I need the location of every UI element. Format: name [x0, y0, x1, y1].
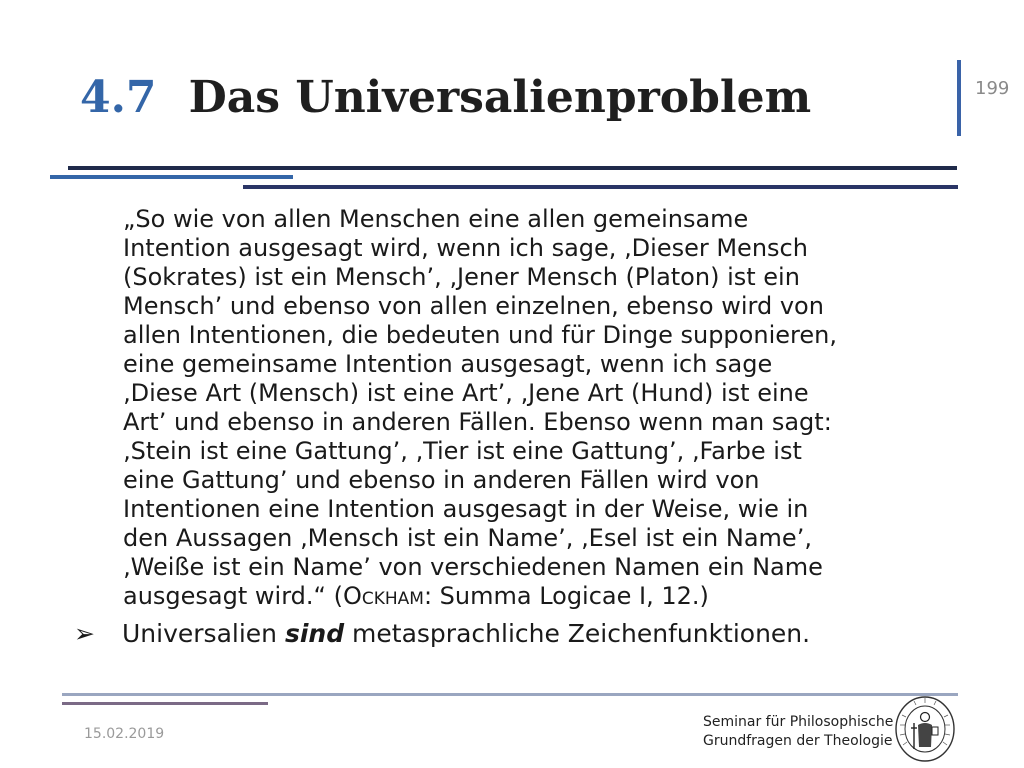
- citation-source: : Summa Logicae I, 12.): [423, 582, 709, 610]
- citation-author: Ockham: [342, 582, 424, 610]
- quote-citation-line: [123, 582, 953, 611]
- quote-line: ‚Stein ist eine Gattung’, ‚Tier ist eine Gattung’, ‚Farbe ist: [123, 437, 802, 465]
- title-rule-dark: [68, 166, 957, 170]
- institution-line-1: Seminar für Philosophische: [703, 714, 894, 730]
- quote-line: eine Gattung’ und ebenso in anderen Fällen wird von: [123, 466, 760, 494]
- quote-line: ‚Diese Art (Mensch) ist eine Art’, ‚Jene Art (Hund) ist eine: [123, 379, 809, 407]
- citation-start: ausgesagt wird.“ (: [123, 582, 343, 610]
- quote-line: Intention ausgesagt wird, wenn ich sage, ‚Dieser Mensch: [123, 234, 808, 262]
- institution-line-2: Grundfragen der Theologie: [703, 733, 893, 749]
- bullet-text-after: metasprachliche Zeichenfunktionen.: [344, 619, 811, 648]
- quote-line: den Aussagen ‚Mensch ist ein Name’, ‚Esel ist ein Name’,: [123, 524, 812, 552]
- quote-line: (Sokrates) ist ein Mensch’, ‚Jener Mensch (Platon) ist ein: [123, 263, 800, 291]
- quote-line: Intentionen eine Intention ausgesagt in der Weise, wie in: [123, 495, 809, 523]
- slide-number: 199: [975, 78, 1010, 99]
- quote-line: eine gemeinsame Intention ausgesagt, wenn ich sage: [123, 350, 773, 378]
- quote-block: [123, 205, 953, 611]
- bullet-text-before: Universalien: [122, 619, 285, 648]
- footer-rule-gray: [62, 693, 958, 696]
- title-rule-blue: [50, 175, 293, 179]
- title-rule-navy: [243, 185, 958, 189]
- bullet-point: [74, 619, 810, 648]
- bullet-emphasis: sind: [284, 619, 345, 648]
- footer-institution: [703, 713, 893, 751]
- title-text: Das Universalienproblem: [188, 72, 812, 123]
- quote-line: „So wie von allen Menschen eine allen gemeinsame: [123, 205, 749, 233]
- quote-line: Mensch’ und ebenso von allen einzelnen, ebenso wird von: [123, 292, 824, 320]
- quote-line: Art’ und ebenso in anderen Fällen. Ebenso wenn man sagt:: [123, 408, 832, 436]
- quote-line: allen Intentionen, die bedeuten und für Dinge supponieren,: [123, 321, 837, 349]
- footer-rule-purple: [62, 702, 268, 705]
- footer-date: 15.02.2019: [84, 726, 165, 742]
- quote-line: ‚Weiße ist ein Name’ von verschiedenen Namen ein Name: [123, 553, 823, 581]
- arrow-bullet-icon: ➢: [74, 619, 95, 648]
- slide-number-divider: [957, 60, 961, 136]
- slide-title: [80, 72, 811, 123]
- title-number: 4.7: [80, 72, 157, 123]
- university-seal-icon: [894, 695, 956, 763]
